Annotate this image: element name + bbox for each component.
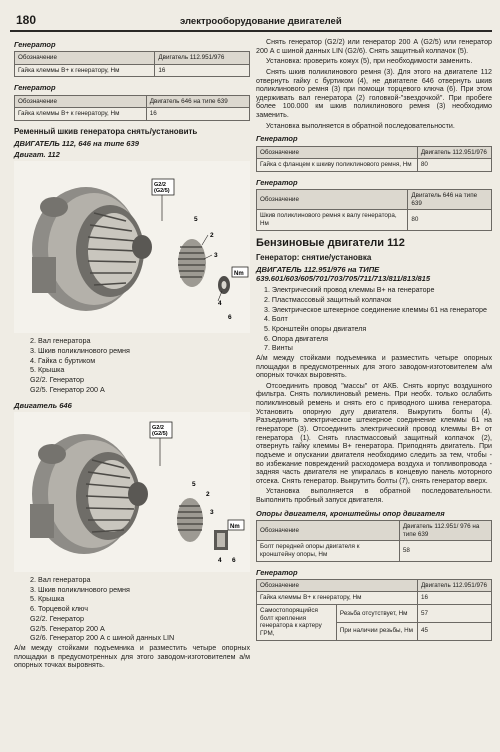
table-cell: 45 xyxy=(418,622,492,640)
generator-112-figure xyxy=(14,161,250,333)
spec-table-engine-mounts xyxy=(256,520,492,562)
list-item: 6. Опора двигателя xyxy=(264,334,329,343)
table-cell: Двигатель 112.951/976 xyxy=(418,579,492,592)
left-tail-text: А/м между стойками подъемника и разместить четыре опорных площадки в предусмотренных для этого заводом-изготовителем а/м опорных точках выровнять. xyxy=(14,644,250,670)
table-cell: Обозначение xyxy=(257,579,418,592)
table-cell: Двигатель 646 на типе 639 xyxy=(146,95,249,108)
table-cell: 16 xyxy=(155,64,250,77)
paragraph: Установка выполняется в обратной последовательности. Выполнить пробный запуск двигателя. xyxy=(256,487,492,505)
table-caption: Генератор xyxy=(14,40,56,49)
table-row xyxy=(15,64,250,77)
table-row xyxy=(257,190,492,210)
table-row xyxy=(15,95,250,108)
paragraph: Установка: проверить кожух (5), при необходимости заменить. xyxy=(266,57,473,66)
page-header xyxy=(10,8,492,32)
callout-4: 4 xyxy=(218,556,222,564)
table-caption: Генератор xyxy=(256,134,298,144)
spec-table-generator-112 xyxy=(14,51,250,77)
table-cell: Болт передней опоры двигателя к кронштейну опоры, Нм xyxy=(257,541,400,561)
table-cell: Двигатель 112.951/ 976 на типе 639 xyxy=(399,520,491,540)
table-cell: Обозначение xyxy=(15,95,147,108)
list-item: G2/6. Генератор 200 А с шиной данных LIN xyxy=(30,633,175,643)
table-row xyxy=(257,210,492,230)
list-item: G2/5. Генератор 200 А xyxy=(30,623,105,633)
callout-5: 5 xyxy=(194,216,198,224)
list-item: 3. Шкив поликлинового ремня xyxy=(30,345,130,355)
table-row xyxy=(257,592,492,605)
callout-2: 2 xyxy=(206,490,210,498)
generator-646-figure xyxy=(14,412,250,572)
engine-646-subheading: Двигатель 646 xyxy=(14,400,72,410)
right-column xyxy=(256,38,492,647)
engine-112-subheading: Двигат. 112 xyxy=(14,149,60,159)
table-cell: 16 xyxy=(146,108,249,121)
list-item: 4. Болт xyxy=(264,315,288,324)
fig1-label-top: G2/2 (G2/5) xyxy=(154,182,170,195)
callout-4: 4 xyxy=(218,300,222,308)
table-row xyxy=(257,159,492,172)
list-item: 5. Крышка xyxy=(30,594,65,604)
table-cell: Шкив поликлинового ремня к валу генератора, Нм xyxy=(257,210,408,230)
table-cell: Обозначение xyxy=(257,190,408,210)
list-item: 5. Крышка xyxy=(30,365,65,375)
table-caption: Генератор xyxy=(256,177,298,187)
petrol-engines-heading: Бензиновые двигатели 112 xyxy=(256,236,405,249)
list-item: G2/2. Генератор xyxy=(30,613,84,623)
left-column xyxy=(14,38,250,672)
callout-6: 6 xyxy=(228,314,232,322)
table-caption: Опоры двигателя, кронштейны опор двигателя xyxy=(256,508,445,518)
table-cell: Двигатель 112.951/976 xyxy=(417,146,491,159)
table-cell: При наличии резьбы, Нм xyxy=(336,622,417,640)
torque-badge: Nm xyxy=(234,271,244,278)
table-caption: Генератор xyxy=(14,83,56,93)
spec-table-generator-646 xyxy=(14,95,250,121)
table-cell: Самостопорящийся болт крепления генератора к картеру ГРМ, xyxy=(257,605,337,641)
list-item: 6. Торцевой ключ xyxy=(30,604,88,614)
paragraph: Снять шкив поликлинового ремня (3). Для этого на двигателе 112 отвернуть гайку с буртиком (4), не двигателе 646 отвернуть шкив поликлинового ремня (3) при помощи торцевого ключа (6). При этом удерживать вал генератора (2) головкой-"звездочкой". При пробеге более 100.000 км шкив поликлинового ремня (3) необходимо заменить. xyxy=(256,67,492,120)
table-cell: 57 xyxy=(418,605,492,623)
callout-3: 3 xyxy=(214,252,218,260)
list-item: G2/5. Генератор 200 А xyxy=(30,384,105,394)
list-item: 3. Электрическое штекерное соединение клеммы 61 на генераторе xyxy=(264,305,487,314)
list-item: 2. Пластмассовый защитный колпачок xyxy=(264,296,392,305)
fig2-label-top: G2/2 (G2/5) xyxy=(152,424,168,437)
table-cell: Двигатель 112.951/976 xyxy=(155,52,250,65)
list-item: 2. Вал генератора xyxy=(30,574,91,584)
engine-heading: ДВИГАТЕЛЬ 112, 646 на типе 639 xyxy=(14,138,139,148)
callout-2: 2 xyxy=(210,232,214,240)
section-title: электрооборудование двигателей xyxy=(180,16,342,27)
table-cell: 80 xyxy=(408,210,492,230)
table-cell: 80 xyxy=(417,159,491,172)
spec-table-generator-bolts xyxy=(256,579,492,641)
table-cell: Обозначение xyxy=(257,520,400,540)
table-cell: Гайка клеммы В+ к генератору, Нм xyxy=(257,592,418,605)
spec-table-pulley-646 xyxy=(256,189,492,231)
pulley-heading: Ременный шкив генератора снять/установить xyxy=(14,126,198,136)
table-row xyxy=(257,579,492,592)
list-item: 2. Вал генератора xyxy=(30,336,91,345)
torque-badge: Nm xyxy=(230,523,240,530)
table-cell: 58 xyxy=(399,541,491,561)
figure2-legend xyxy=(14,576,250,643)
paragraph: Снять генератор (G2/2) или генератор 200 А (G2/5) или генератор 200 А с шиной данных LIN (G2/6). Снять защитный колпачок (5). xyxy=(256,38,492,55)
table-cell: Резьба отсутствует, Нм xyxy=(336,605,417,623)
table-row xyxy=(15,108,250,121)
spec-table-pulley-112 xyxy=(256,146,492,172)
callout-5: 5 xyxy=(192,480,196,488)
table-row xyxy=(257,146,492,159)
table-cell: Двигатель 646 на типе 639 xyxy=(408,190,492,210)
table-row xyxy=(15,52,250,65)
list-item: 5. Кронштейн опоры двигателя xyxy=(264,324,367,333)
callout-6: 6 xyxy=(232,556,236,564)
list-item: 7. Винты xyxy=(264,344,293,353)
engine-type-line1: ДВИГАТЕЛЬ 112.951/976 на ТИПЕ xyxy=(256,264,380,274)
list-item: G2/2. Генератор xyxy=(30,375,84,385)
callout-3: 3 xyxy=(210,508,214,516)
table-row xyxy=(257,541,492,561)
parts-list xyxy=(256,286,492,352)
table-cell: Гайка с фланцем к шкиву поликлинового ремня, Нм xyxy=(257,159,418,172)
table-cell: Обозначение xyxy=(257,146,418,159)
table-cell: 16 xyxy=(418,592,492,605)
list-item: 3. Шкив поликлинового ремня xyxy=(30,584,130,594)
table-cell: Гайка клеммы В+ к генератору, Нм xyxy=(15,108,147,121)
table-caption: Генератор xyxy=(256,567,298,577)
table-row xyxy=(257,520,492,540)
paragraph: А/м между стойками подъемника и разместить четыре опорных площадки в предусмотренных для этого заводом-изготовителем а/м опорных точках выровнять. xyxy=(256,353,492,380)
paragraph: Установка выполняется в обратной последовательности. xyxy=(266,121,455,130)
figure1-legend xyxy=(14,337,250,395)
engine-type-line2: 639.601/603/605/701/703/705/711/713/811/813/815 xyxy=(256,274,431,284)
list-item: 1. Электрический провод клеммы В+ на генераторе xyxy=(264,286,435,295)
table-cell: Гайка клеммы В+ к генератору, Нм xyxy=(15,64,155,77)
generator-removal-heading: Генератор: снятие/установка xyxy=(256,253,372,263)
paragraph: Отсоединить провод "массы" от АКБ. Снять корпус воздушного фильтра. Снять поликлиновый ремень. При необх. только ослабить поликлиновый ремень и снять его с приводного шкива генератора. Установить опорную дугу двигателя. Выкрутить болты (4). Разъединить электрическое штекерное соединение клеммы 61 на генераторе (3). Отсоединить электрический провод клеммы В+ от генератора (1). Снять пластмассовый защитный колпачок (2), отвернуть гайку клеммы В+ генератора. Приподнять двигатель. При подъеме и опускании двигателя необходимо следить за тем, чтобы - во избежание повреждений расходомера воздуха и топливопровода - задняя часть двигателя не упиралась в концевую панель моторного отсека. Снять генератор. Выкрутить болты (7), снять генератор вверх. xyxy=(256,381,492,485)
table-row xyxy=(257,605,492,623)
list-item: 4. Гайка с буртиком xyxy=(30,355,96,365)
page-number: 180 xyxy=(16,13,37,27)
table-cell: Обозначение xyxy=(15,52,155,65)
